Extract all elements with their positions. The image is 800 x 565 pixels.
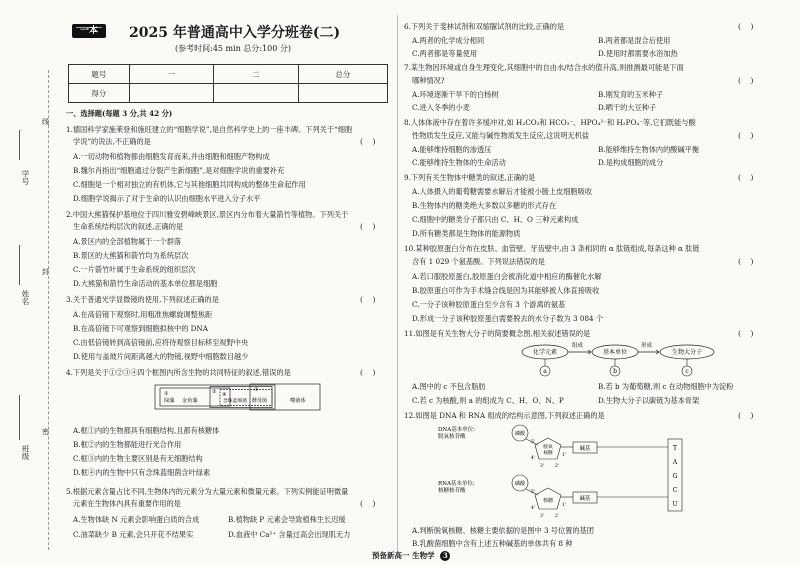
sugar-label: 核糖 xyxy=(542,498,554,504)
option: B.刚发育的玉米种子 xyxy=(598,90,664,99)
option: A.判断脱氧核糖、核糖主要依据的是图中 3 号位置的基团 xyxy=(412,526,594,535)
option: D.是构成细胞的成分 xyxy=(598,158,664,167)
box-label: ④ xyxy=(222,392,227,398)
answer-paren[interactable]: ( ) xyxy=(360,137,376,146)
score-input-cell[interactable] xyxy=(129,84,214,103)
answer-paren[interactable]: ( ) xyxy=(738,76,754,85)
page-subtitle: (参考时间:45 min 总分:100 分) xyxy=(175,44,292,53)
option: A.若口服胶原蛋白,胶原蛋白会被消化道中相应的酶催化水解 xyxy=(412,272,602,281)
answer-paren[interactable]: ( ) xyxy=(360,499,376,508)
fill-line xyxy=(19,130,21,160)
answer-paren[interactable]: ( ) xyxy=(738,131,754,140)
option: C.一分子该种胶原蛋白至少含有 3 个游离的氨基 xyxy=(412,300,566,309)
question-line: 4.下列是关于①②③④四个框图内所含生物的共同特征的叙述,错误的是 xyxy=(66,368,291,377)
rna-label: 核糖核苷酸 xyxy=(438,488,466,494)
name-label: 姓名 xyxy=(21,290,30,305)
binding-line xyxy=(48,70,49,550)
question-line: 7.某生物因环境或自身生理变化,其细胞中的自由水/结合水的值升高,则推测最可能是下面 xyxy=(404,63,684,72)
base-label: 碱基 xyxy=(579,446,591,452)
question-line: 6.下列关于斐林试剂和双缩脲试剂的比较,正确的是 xyxy=(404,22,565,31)
svg-text:5': 5' xyxy=(531,440,536,445)
option: B.若 b 为葡萄糖,则 c 在动物细胞中为淀粉 xyxy=(598,382,734,391)
option: B.魏尔肖指出“细胞通过分裂产生新细胞”,是对细胞学说的重要补充 xyxy=(73,166,285,175)
question-line: 10.某种胶原蛋白分布在皮肤、血管壁、牙齿壁中,由 3 条相同的 α 肽链组成,每条这种 α 肽链 xyxy=(404,244,700,253)
option: B.景区的大熊猫和箭竹均为系统层次 xyxy=(73,251,189,260)
option: C.由低倍镜转到高倍镜前,应将待观察目标移至视野中央 xyxy=(73,338,249,347)
q4-venn-diagram xyxy=(150,382,325,412)
score-table-row xyxy=(69,84,388,103)
section-heading: 一、选择题(每题 3 分,共 42 分) xyxy=(66,109,173,118)
option: A.环境逐渐干旱下的白杨树 xyxy=(412,90,499,99)
page-footer xyxy=(372,550,450,561)
answer-paren[interactable]: ( ) xyxy=(738,173,754,182)
box-label: ③ xyxy=(254,387,259,393)
option: D.所有糖类都是生物体的能源物质 xyxy=(412,229,521,238)
option: C.两者都是等量使用 xyxy=(412,49,478,58)
option: A.景区内的全部植物属于一个群落 xyxy=(73,237,182,246)
q12-nucleotide-diagram xyxy=(438,423,708,523)
dna-label: DNA基本单位: xyxy=(438,427,476,433)
question-line: 含有 1 029 个氨基酸。下列说法错误的是 xyxy=(412,257,545,266)
answer-paren[interactable]: ( ) xyxy=(360,368,376,377)
option: D.使用时都需要水浴加热 xyxy=(598,49,678,58)
option: B.框②内的生物都能进行光合作用 xyxy=(73,440,182,449)
footer-text: 预备新高一 生物学 xyxy=(372,551,435,560)
question-line: 2.中国大熊猫保护基地位于四川雅安碧峰峡景区,景区内分布着大量箭竹等植物。下列关于 xyxy=(66,210,349,219)
svg-text:3': 3' xyxy=(540,514,545,519)
svg-text:1': 1' xyxy=(562,453,567,458)
option: D.细胞学说揭示了对于生命的认识由细胞水平进入分子水平 xyxy=(73,194,261,203)
option: C.一片箭竹叶属于生命系统的组织层次 xyxy=(73,265,196,274)
box-label: ② xyxy=(212,389,217,395)
score-cell: 二 xyxy=(214,65,299,84)
verb-label: 组成 xyxy=(572,343,584,349)
option: D.框④内的生物中只有念珠蓝细菌含叶绿素 xyxy=(73,468,211,477)
question-line: 8.人体体液中存在着许多缓冲对,如 H₂CO₃和 HCO₃⁻、HPO₄²⁻和 H₂PO₄⁻等,它们既能与酸 xyxy=(404,118,696,127)
answer-paren[interactable]: ( ) xyxy=(738,257,754,266)
sugar-label: 核糖 xyxy=(543,451,553,456)
option: C.进入冬季的小麦 xyxy=(412,103,470,112)
option: A.框①内的生物都具有细胞结构,且都有核糖体 xyxy=(73,426,220,435)
phosphate-label: 磷酸 xyxy=(514,431,526,437)
page-number: 3 xyxy=(440,551,450,561)
letter: b xyxy=(613,368,617,375)
fill-line xyxy=(19,245,21,285)
svg-text:2': 2' xyxy=(555,514,560,519)
svg-text:1': 1' xyxy=(562,503,567,508)
option: C.若 c 为核酸,则 a 的组成为 C、H、O、N、P xyxy=(412,396,564,405)
option: D.血液中 Ca²⁺ 含量过高会出现肌无力 xyxy=(228,530,351,539)
answer-paren[interactable]: ( ) xyxy=(738,22,754,31)
node-label: 化学元素 xyxy=(532,349,558,356)
option: D.生物大分子以碳链为基本骨架 xyxy=(598,396,700,405)
column-divider xyxy=(397,15,398,555)
answer-paren[interactable]: ( ) xyxy=(738,411,754,420)
option: D.使用与盖玻片间距离越大的物镜,视野中细胞数目越少 xyxy=(73,352,249,361)
option: C.油菜缺少 B 元素,会只开花不结果实 xyxy=(73,530,194,539)
option: D.大熊猫和箭竹生命活动的基本单位都是细胞 xyxy=(73,279,218,288)
option: A.两者的化学成分相同 xyxy=(412,36,485,45)
svg-text:3': 3' xyxy=(540,464,545,469)
answer-paren[interactable]: ( ) xyxy=(360,222,376,231)
node-label: 生物大分子 xyxy=(671,349,703,356)
score-cell: 题号 xyxy=(69,65,130,84)
dna-label: 脱氧核苷酸 xyxy=(438,434,466,440)
question-line: 性物质发生反应,又能与碱性物质发生反应,这说明无机盐 xyxy=(412,131,590,140)
base-letter: A xyxy=(672,459,678,466)
class-label: 班级 xyxy=(21,445,30,460)
option: D.形成一分子该种胶原蛋白需要脱去的水分子数为 3 084 个 xyxy=(412,314,604,323)
svg-text:2': 2' xyxy=(555,464,560,469)
option: B.两者都是混合后使用 xyxy=(598,36,671,45)
sugar-label: 脱氧 xyxy=(543,445,553,450)
option: B.胶原蛋白可作为手术缝合线是因为其能够被人体直接吸收 xyxy=(412,286,600,295)
page-title: 2025 年普通高中入学分班卷(二) xyxy=(129,25,341,41)
question-line: 12.如图是 DNA 和 RNA 组成的结构示意图,下列叙述正确的是 xyxy=(404,411,605,420)
option: B.在高倍镜下可观察到细胞拟核中的 DNA xyxy=(73,324,208,333)
organism-label: 噬菌体 xyxy=(290,398,306,404)
option: A.能够维持细胞的渗透压 xyxy=(412,145,492,154)
svg-text:4': 4' xyxy=(531,506,536,511)
question-line: 学说”的说法,不正确的是 xyxy=(73,137,151,146)
letter: a xyxy=(543,368,547,375)
base-letter: C xyxy=(672,487,678,494)
option: A.在高倍镜下观察时,用粗准焦螺旋调整焦距 xyxy=(73,310,213,319)
option: A.一切动物和植物都由细胞发育而来,并由细胞和细胞产物构成 xyxy=(73,152,270,161)
rna-label: RNA基本单位: xyxy=(438,481,475,487)
series-tag: 一本 xyxy=(72,24,106,38)
question-line: 元素在生物体内具有重要作用的是 xyxy=(73,499,181,508)
score-table-row xyxy=(69,65,388,84)
node-label: 基本单位 xyxy=(602,349,628,356)
student-id-label: 学号 xyxy=(21,170,30,185)
verb-label: 形成 xyxy=(641,343,653,349)
question-line: 3.关于普通光学显微镜的使用,下列叙述正确的是 xyxy=(66,295,219,304)
svg-text:5': 5' xyxy=(531,490,536,495)
score-cell: 得分 xyxy=(69,84,130,103)
score-input-cell[interactable] xyxy=(298,84,387,103)
option: C.能够维持生物体的生命活动 xyxy=(412,158,506,167)
score-cell: 总分 xyxy=(298,65,387,84)
seal-char: 封 xyxy=(42,268,49,276)
score-input-cell[interactable] xyxy=(214,84,299,103)
option: A.生物体缺 N 元素会影响蛋白质的合成 xyxy=(73,515,200,524)
option: C.细胞是一个相对独立的有机体,它与其他细胞共同构成的整体生命起作用 xyxy=(73,180,306,189)
organism-label: 绿藻 xyxy=(164,398,175,404)
fill-line xyxy=(19,395,21,440)
letter: c xyxy=(685,368,689,375)
question-line: 9.下列有关生物体中糖类的叙述,正确的是 xyxy=(404,173,536,182)
base-letter: T xyxy=(672,445,678,452)
base-label: 碱基 xyxy=(579,496,591,502)
option: A.人体摄入的葡萄糖需要水解后才能被小肠上皮细胞吸收 xyxy=(412,187,592,196)
question-line: 11.如图是有关生物大分子的简要概念图,相关叙述错误的是 xyxy=(404,329,591,338)
organism-label: 金鱼藻 xyxy=(182,398,198,404)
box-label: ① xyxy=(164,391,169,397)
option: D.晒干的大豆种子 xyxy=(598,103,657,112)
q11-concept-map xyxy=(520,341,720,379)
answer-paren[interactable]: ( ) xyxy=(360,295,376,304)
option: B.植物缺 P 元素会导致植株生长迟缓 xyxy=(228,515,346,524)
base-letter: U xyxy=(672,501,678,508)
question-line: 哪种情况? xyxy=(412,76,445,85)
question-line: 5.根据元素含量占比不同,生物体内的元素分为大量元素和微量元素。下列实例能证明微量 xyxy=(66,487,349,496)
phosphate-label: 磷酸 xyxy=(514,481,526,487)
base-letter: G xyxy=(672,473,678,480)
seal-char: 密 xyxy=(42,428,49,436)
option: C.细胞中的糖类分子都只由 C、H、O 三种元素构成 xyxy=(412,215,579,224)
organism-label: 念珠蓝细菌 xyxy=(223,399,247,404)
option: B.乳酸菌细胞中含有上述五种碱基的单体共有 8 种 xyxy=(412,539,573,548)
organism-label: 酵母菌 xyxy=(252,398,268,404)
question-line: 1.德国科学家施莱登和施旺建立的“细胞学说”,是自然科学史上的一座丰碑。下列关于“细胞 xyxy=(66,125,353,134)
score-cell: 一 xyxy=(129,65,214,84)
answer-paren[interactable]: ( ) xyxy=(738,329,754,338)
option: B.能够维持生物体内的酸碱平衡 xyxy=(598,145,700,154)
option: B.生物体内的糖类绝大多数以多糖的形式存在 xyxy=(412,201,557,210)
svg-text:4': 4' xyxy=(531,456,536,461)
question-line: 生命系统结构层次的叙述,正确的是 xyxy=(73,222,184,231)
seal-char: 线 xyxy=(42,118,49,126)
option: A.图中的 c 不包含脂肪 xyxy=(412,382,486,391)
score-table xyxy=(68,64,388,103)
option: C.框③内的生物主要区别是有无细胞结构 xyxy=(73,454,203,463)
